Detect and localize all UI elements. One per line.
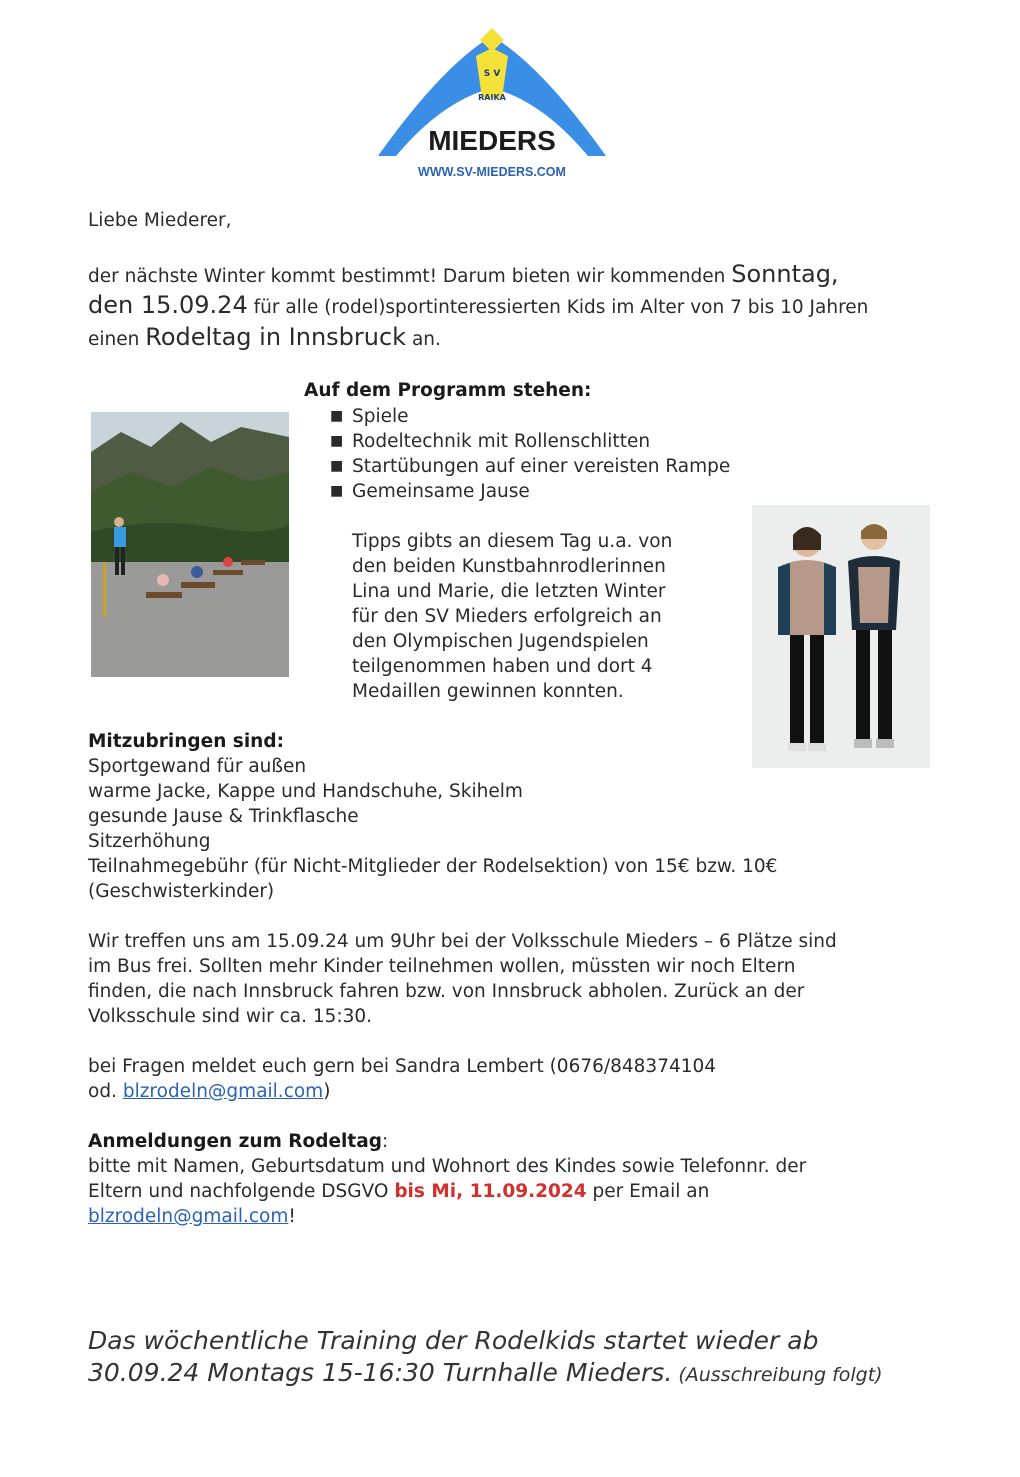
club-logo (372, 26, 612, 186)
intro-line-3 (88, 325, 441, 352)
intro-line-1 (88, 262, 839, 289)
registration-heading-line: Anmeldungen zum Rodeltag: (88, 1131, 389, 1152)
intro-day: Sonntag, (731, 260, 839, 288)
training-line-2: 30.09.24 Montags 15-16:30 Turnhalle Mieders. (Ausschreibung folgt) (88, 1358, 883, 1387)
registration-email-link[interactable]: blzrodeln@gmail.com (88, 1206, 289, 1227)
list-item: ■ Startübungen auf einer vereisten Rampe (330, 456, 731, 477)
tips-line: für den SV Mieders erfolgreich an (352, 606, 662, 627)
athletes-photo (752, 505, 930, 768)
list-item: ■ Rodeltechnik mit Rollenschlitten (330, 431, 651, 452)
list-item: ■ Gemeinsame Jause (330, 481, 530, 502)
tips-line: teilgenommen haben und dort 4 (352, 656, 653, 677)
registration-heading: Anmeldungen zum Rodeltag (88, 1131, 382, 1152)
tips-line: den Olympischen Jugendspielen (352, 631, 649, 652)
group-photo (91, 412, 289, 677)
athletes-illustration (752, 505, 930, 768)
registration-line: Eltern und nachfolgende DSGVO bis Mi, 11.09.2024 per Email an (88, 1181, 710, 1202)
list-item: ■ Spiele (330, 406, 409, 427)
bullet-icon: ■ (330, 458, 344, 474)
registration-line: blzrodeln@gmail.com! (88, 1206, 296, 1227)
intro-text: für alle (rodel)sportinteressierten Kids im Alter von 7 bis 10 Jahren (247, 297, 869, 318)
intro-text: der nächste Winter kommt bestimmt! Darum bieten wir kommenden (88, 266, 732, 287)
tips-line: Tipps gibts an diesem Tag u.a. von (352, 531, 673, 552)
bring-item: Sitzerhöhung (88, 831, 211, 852)
training-notice (88, 1325, 883, 1391)
greeting: Liebe Miederer, (88, 210, 232, 231)
registration-section (88, 1129, 806, 1229)
meeting-line: Volksschule sind wir ca. 15:30. (88, 1006, 373, 1027)
bring-item: (Geschwisterkinder) (88, 881, 275, 902)
intro-event: Rodeltag in Innsbruck (145, 323, 407, 351)
tips-line: Medaillen gewinnen konnten. (352, 681, 624, 702)
training-note: (Ausschreibung folgt) (672, 1364, 883, 1386)
bring-item: gesunde Jause & Trinkflasche (88, 806, 359, 827)
bullet-icon: ■ (330, 408, 344, 424)
logo-name: MIEDERS (428, 125, 556, 156)
intro-text: einen (88, 329, 146, 350)
logo-top-letters: S V (483, 69, 501, 79)
bring-section (88, 729, 777, 904)
bring-item: Sportgewand für außen (88, 756, 307, 777)
intro-line-2 (88, 293, 868, 320)
logo-graphic (372, 26, 612, 186)
meeting-line: im Bus frei. Sollten mehr Kinder teilnehmen wollen, müssten wir noch Eltern (88, 956, 796, 977)
bring-item: warme Jacke, Kappe und Handschuhe, Skihelm (88, 781, 523, 802)
program-list (328, 404, 730, 504)
registration-line: bitte mit Namen, Geburtsdatum und Wohnort des Kindes sowie Telefonnr. der (88, 1156, 807, 1177)
intro-date: den 15.09.24 (88, 291, 248, 319)
registration-deadline: bis Mi, 11.09.2024 (394, 1181, 587, 1202)
bullet-icon: ■ (330, 483, 344, 499)
bullet-icon: ■ (330, 433, 344, 449)
contact-line: bei Fragen meldet euch gern bei Sandra Lembert (0676/848374104 (88, 1056, 717, 1077)
contact-paragraph (88, 1054, 716, 1104)
contact-line: od. blzrodeln@gmail.com) (88, 1081, 331, 1102)
bring-item: Teilnahmegebühr (für Nicht-Mitglieder der Rodelsektion) von 15€ bzw. 10€ (88, 856, 778, 877)
contact-email-link[interactable]: blzrodeln@gmail.com (122, 1081, 324, 1102)
intro-text: an. (406, 329, 441, 350)
tips-line: den beiden Kunstbahnrodlerinnen (352, 556, 666, 577)
training-line-1: Das wöchentliche Training der Rodelkids startet wieder ab (88, 1326, 819, 1355)
logo-bank: RAIKA (478, 93, 506, 102)
tips-paragraph (352, 529, 672, 704)
tips-line: Lina und Marie, die letzten Winter (352, 581, 666, 602)
meeting-paragraph (88, 929, 837, 1029)
program-heading: Auf dem Programm stehen: (304, 380, 592, 401)
bring-heading: Mitzubringen sind: (88, 731, 284, 752)
meeting-line: finden, die nach Innsbruck fahren bzw. von Innsbruck abholen. Zurück an der (88, 981, 805, 1002)
logo-url: WWW.SV-MIEDERS.COM (418, 165, 566, 179)
meeting-line: Wir treffen uns am 15.09.24 um 9Uhr bei der Volksschule Mieders – 6 Plätze sind (88, 931, 837, 952)
mountain-scene-illustration (91, 412, 289, 677)
